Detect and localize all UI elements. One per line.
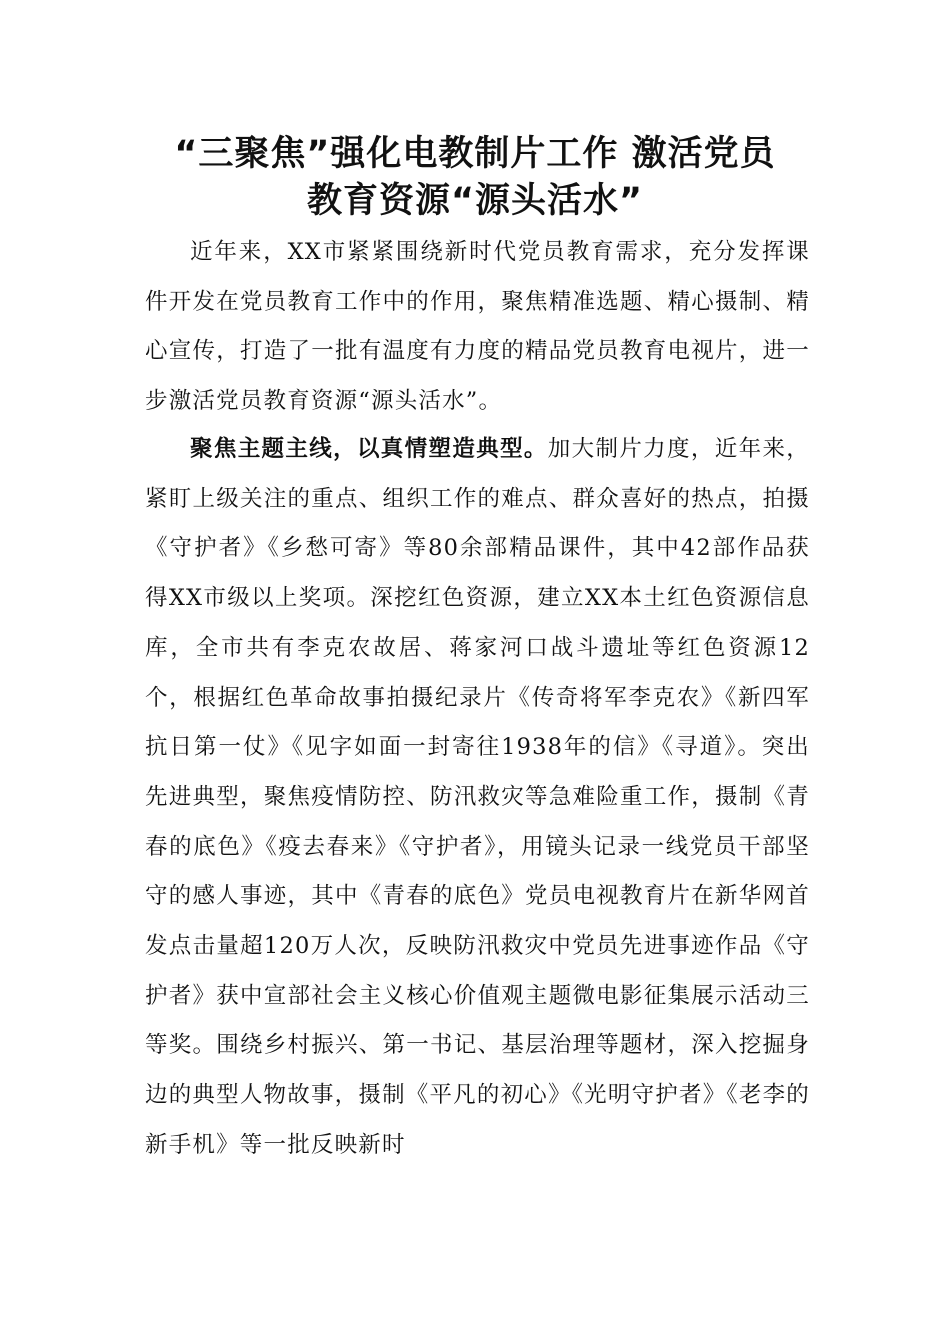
paragraph-theme-body: 加大制片力度，近年来，紧盯上级关注的重点、组织工作的难点、群众喜好的热点，拍摄《守护者》《乡愁可寄》等80余部精品课件，其中42部作品获得XX市级以上奖项。深挖红色资源，建立XX本土红色资源信息库，全市共有李克农故居、蒋家河口战斗遗址等红色资源12个，根据红色革命故事拍摄纪录片《传奇将军李克农》《新四军抗日第一仗》《见字如面一封寄往1938年的信》《寻道》。突出先进典型，聚焦疫情防控、防汛救灾等急难险重工作，摄制《青春的底色》《疫去春来》《守护者》，用镜头记录一线党员干部坚守的感人事迹，其中《青春的底色》党员电视教育片在新华网首发点击量超120万人次，反映防汛救灾中党员先进事迹作品《守护者》获中宣部社会主义核心价值观主题微电影征集展示活动三等奖。围绕乡村振兴、第一书记、基层治理等题材，深入挖掘身边的典型人物故事，摄制《平凡的初心》《光明守护者》《老李的新手机》等一批反映新时 — [145, 436, 810, 1158]
document-title-line-2: 教育资源“源头活水” — [306, 181, 643, 221]
document-title-line-1: “三聚焦”强化电教制片工作 激活党员 — [174, 134, 776, 174]
paragraph-intro-text: 近年来，XX市紧紧围绕新时代党员教育需求，充分发挥课件开发在党员教育工作中的作用，聚焦精准选题、精心摄制、精心宣传，打造了一批有温度有力度的精品党员教育电视片，进一步激活党员教育资源“源头活水”。 — [145, 239, 810, 415]
paragraph-theme-text — [145, 425, 810, 1171]
paragraph-intro — [145, 228, 810, 427]
paragraph-theme-heading: 聚焦主题主线，以真情塑造典型。 — [190, 436, 548, 462]
paragraph-theme — [145, 425, 810, 1171]
